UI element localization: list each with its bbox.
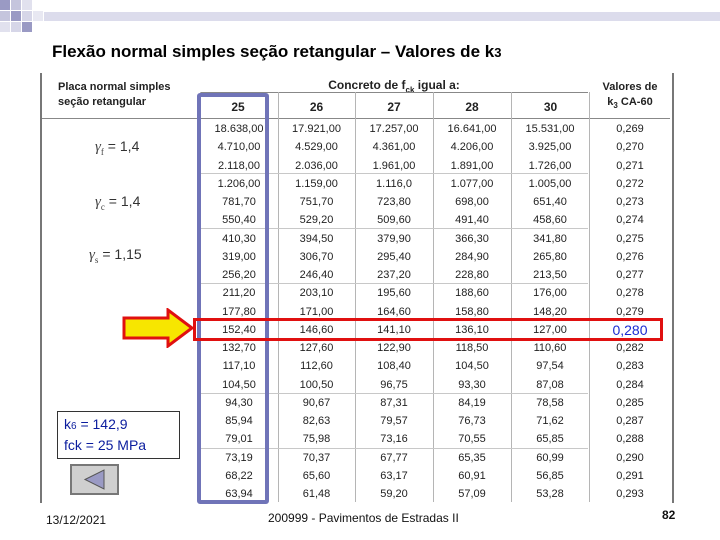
back-triangle-icon [72,466,117,493]
table-cell: 57,09 [458,488,486,500]
table-cell: 127,60 [299,342,334,354]
table-cell: 90,67 [302,396,331,409]
selected-k3-value: 0,280 [612,322,648,338]
table-cell: 1.891,00 [450,159,494,172]
table-cell: 75,98 [302,433,331,446]
table-cell: 366,30 [455,232,489,245]
table-cell: 1.726,00 [528,159,572,172]
header-slab-line2: seção retangular [58,96,147,108]
fck-25-column-highlight [197,93,269,504]
table-cell: 79,57 [380,415,408,427]
table-cell: 2.118,00 [217,159,260,172]
fck-column-header: 25 [231,100,245,114]
table-cell: 96,75 [380,378,408,391]
table-cell: 1.961,00 [372,159,416,172]
k3-cell: 0,278 [616,287,644,300]
table-cell: 509,60 [377,214,411,227]
k3-cell: 0,293 [616,488,644,500]
table-cell: 3.925,00 [528,141,572,154]
k3-cell: 0,274 [616,214,644,227]
table-cell: 61,48 [302,488,331,500]
table-cell: 306,70 [299,250,334,263]
k3-cell: 0,285 [616,396,644,409]
k3-cell: 0,282 [616,342,644,354]
table-cell: 71,62 [536,415,564,427]
table-cell: 228,80 [455,269,489,281]
table-cell: 122,90 [377,342,411,354]
table-cell: 136,10 [455,323,489,336]
table-cell: 211,20 [222,287,256,300]
table-cell: 16.641,00 [447,123,497,135]
k6-value: k6 = 142,9 [64,416,128,432]
table-cell: 73,19 [225,451,253,464]
header-bar [44,12,720,21]
header-bottom-divider [42,118,670,119]
table-cell: 146,60 [299,323,334,336]
table-cell: 4.710,00 [217,141,261,154]
table-cell: 550,40 [222,214,256,227]
table-cell: 148,20 [533,305,567,318]
table-cell: 73,16 [380,433,408,446]
table-cell: 60,91 [458,469,486,482]
table-cell: 319,00 [222,250,256,263]
k3-cell: 0,270 [616,141,644,154]
fck-value: fck = 25 MPa [64,437,147,453]
table-cell: 379,90 [377,232,411,245]
table-cell: 67,77 [380,451,408,464]
table-cell: 529,20 [299,214,334,227]
table-cell: 17.257,00 [369,123,419,135]
table-cell: 723,80 [377,196,411,208]
table-cell: 94,30 [225,396,253,409]
table-cell: 85,94 [225,415,253,427]
table-cell: 203,10 [299,287,334,300]
table-cell: 256,20 [222,269,256,281]
fck-column-header: 27 [387,100,401,114]
k3-cell: 0,290 [616,451,644,464]
table-cell: 78,58 [536,396,564,409]
header-concrete-label: Concreto de $f_{ck}$ igual a: [328,78,460,95]
gamma-s-label: $\gamma_s = 1,15$ [89,246,142,265]
k3-cell: 0,276 [616,250,644,263]
k3-cell: 0,273 [616,196,644,208]
table-cell: 1.005,00 [528,177,572,190]
table-cell: 341,80 [533,232,567,245]
table-cell: 63,94 [225,488,253,500]
gamma-c-label: $\gamma_c = 1,4$ [95,193,141,212]
table-cell: 53,28 [536,488,564,500]
table-cell: 4.529,00 [295,141,338,154]
k3-cell: 0,275 [616,232,644,245]
footer-date: 13/12/2021 [46,513,107,527]
table-cell: 127,00 [533,323,567,336]
k3-cell: 0,271 [616,159,644,172]
info-box [57,411,180,459]
table-cell: 1.206,00 [217,177,261,190]
table-cell: 781,70 [222,196,256,208]
table-cell: 68,22 [225,469,253,482]
table-cell: 751,70 [299,196,334,208]
table-cell: 97,54 [536,360,564,373]
slide-title: Flexão normal simples seção retangular – Valores de k3 [52,42,502,61]
fck-column-header: 28 [465,100,479,114]
footer-course: 200999 - Pavimentos de Estradas II [268,511,459,525]
table-cell: 188,60 [455,287,489,300]
table-cell: 265,80 [533,250,567,263]
table-cell: 104,50 [455,360,489,373]
table-cell: 1.159,00 [295,177,338,190]
table-cell: 246,40 [299,269,334,281]
table-cell: 87,31 [380,396,408,409]
header-slab-label [58,80,171,110]
table-cell: 177,80 [222,305,256,318]
table-cell: 70,55 [458,433,486,446]
page-number: 82 [662,508,676,522]
table-cell: 104,50 [222,378,256,391]
table-cell: 63,17 [380,469,408,482]
table-cell: 158,80 [455,305,489,318]
k3-cell: 0,288 [616,433,644,446]
table-cell: 132,70 [222,342,256,354]
table-cell: 237,20 [377,269,411,281]
k3-cell: 0,277 [616,269,644,281]
table-cell: 84,19 [458,396,486,409]
k3-cell: 0,287 [616,415,644,427]
k3-cell: 0,283 [616,360,644,373]
table-cell: 82,63 [302,415,331,427]
k3-cell: 0,269 [616,123,644,135]
table-cell: 284,90 [455,250,489,263]
gamma-f-label: $\gamma_f = 1,4$ [95,138,140,157]
table-cell: 87,08 [536,378,564,391]
table-cell: 4.206,00 [450,141,494,154]
table-cell: 76,73 [458,415,486,427]
table-cell: 65,85 [536,433,564,446]
table-cell: 110,60 [533,342,567,354]
table-cell: 152,40 [222,323,256,336]
table-cell: 118,50 [455,342,489,354]
table-cell: 93,30 [458,378,486,391]
table-cell: 18.638,00 [214,123,264,135]
corner-decoration [0,0,60,45]
table-cell: 176,00 [533,287,567,300]
table-cell: 164,60 [377,305,411,318]
table-cell: 70,37 [302,451,331,464]
header-slab-line1: Placa normal simples [58,81,171,93]
header-k3-label: Valores de $k_3$ CA-60 [602,81,658,111]
table-cell: 491,40 [455,214,489,227]
k3-cell: 0,284 [616,378,644,391]
k3-cell: 0,279 [616,305,644,318]
table-cell: 2.036,00 [295,159,338,172]
table-cell: 698,00 [455,196,489,208]
fck-column-header: 26 [309,100,324,114]
table-cell: 117,10 [222,360,256,373]
table-cell: 79,01 [225,433,253,446]
k3-cell: 0,272 [616,177,644,190]
table-cell: 65,35 [458,451,486,464]
table-cell: 141,10 [377,323,411,336]
table-cell: 100,50 [299,378,334,391]
table-cell: 458,60 [533,214,567,227]
k3-cell: 0,291 [616,469,644,482]
table-cell: 213,50 [533,269,567,281]
table-cell: 171,00 [299,305,334,318]
table-cell: 410,30 [222,232,256,245]
back-button[interactable] [70,464,119,495]
table-cell: 651,40 [533,196,567,208]
table-cell: 15.531,00 [525,123,575,135]
table-cell: 1.077,00 [450,177,494,190]
table-cell: 17.921,00 [292,123,341,135]
table-cell: 4.361,00 [372,141,416,154]
table-cell: 108,40 [377,360,411,373]
table-cell: 59,20 [380,488,408,500]
fck-column-header: 30 [543,100,558,114]
table-cell: 60,99 [536,451,564,464]
table-cell: 195,60 [377,287,411,300]
table-cell: 56,85 [536,469,564,482]
table-cell: 295,40 [377,250,411,263]
table-cell: 112,60 [300,360,333,373]
table-cell: 394,50 [299,232,334,245]
right-arrow-icon [122,308,194,353]
table-cell: 65,60 [302,469,331,482]
table-cell: 1.116,0 [376,177,412,190]
